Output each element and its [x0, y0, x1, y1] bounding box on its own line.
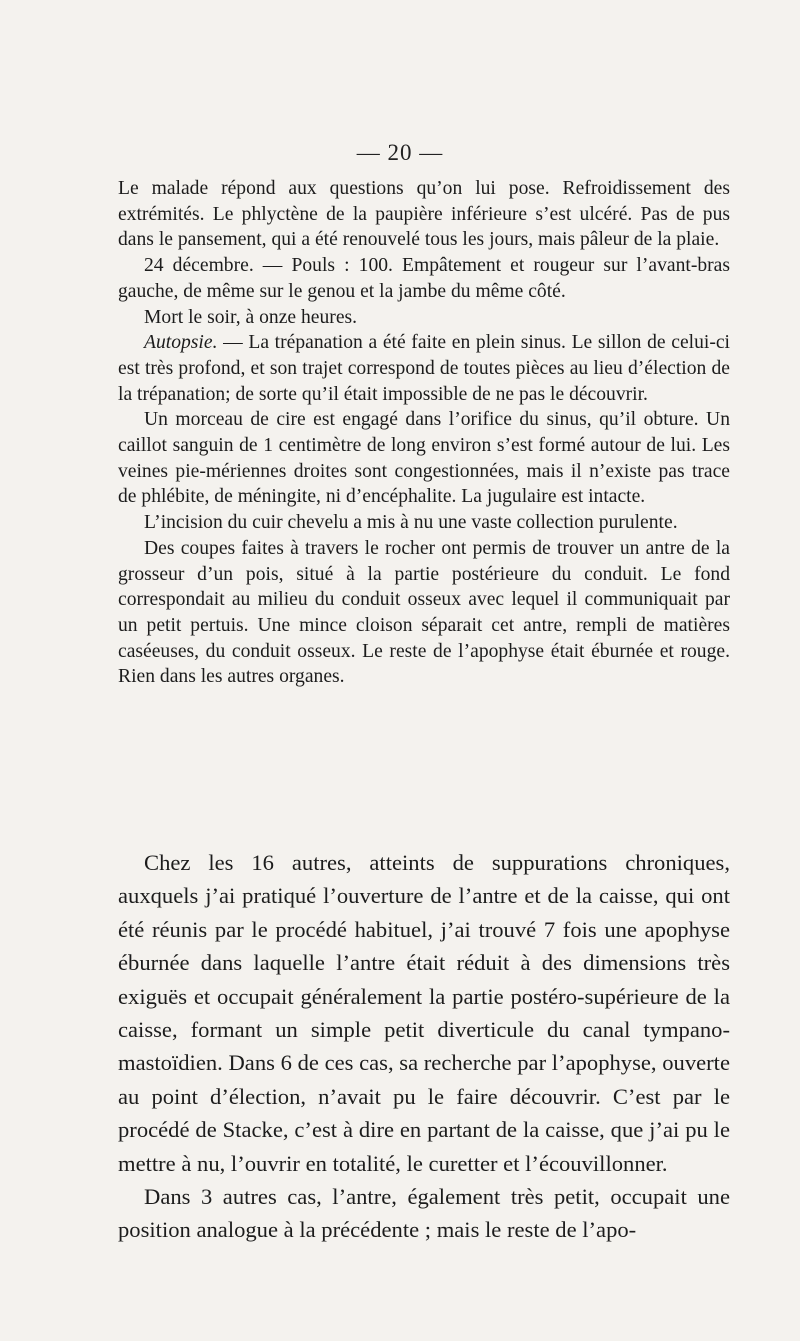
paragraph-autopsy — [118, 330, 730, 407]
paragraph-three-cases: Dans 3 autres cas, l’antre, également très petit, occupait une position analogue à la précédente ; mais le reste de l’apo- — [118, 1184, 730, 1243]
page-number: — 20 — — [356, 140, 444, 165]
autopsy-label: Autopsie. — [144, 332, 218, 354]
paragraph-rock-sections: Des coupes faites à travers le rocher ont permis de trouver un antre de la grosseur d’un pois, situé à la partie postérieure du conduit. Le fond correspondait au milieu du conduit osseux avec lequel il communiquait par un petit pertuis. Une mince cloison séparait cet antre, rempli de matières caséeuses, du conduit osseux. Le reste de l’apophyse était éburnée et rouge. Rien dans les autres organes. — [118, 537, 730, 688]
paragraph-death: Mort le soir, à onze heures. — [144, 306, 358, 328]
autopsy-text: — La trépanation a été faite en plein sinus. Le sillon de celui-ci est très profond, et son trajet correspond de toutes pièces au lieu d’élection de la trépanation; de sorte qu’il était impossible de ne pas le découvrir. — [118, 332, 730, 405]
paragraph-wax-clot: Un morceau de cire est engagé dans l’orifice du sinus, qu’il obture. Un caillot sanguin de 1 centimètre de long environ s’est formé autour de lui. Les veines pie-mériennes droites sont congestionnées, mais il n’existe pas trace de phlébite, de méningite, ni d’encéphalite. La jugulaire est intacte. — [118, 409, 730, 508]
case-report-section — [118, 176, 730, 690]
main-discussion-section — [118, 846, 730, 1247]
paragraph-sixteen-cases: Chez les 16 autres, atteints de suppurations chroniques, auxquels j’ai pratiqué l’ouverture de l’antre et de la caisse, qui ont été réunis par le procédé habituel, j’ai trouvé 7 fois une apophyse éburnée dans laquelle l’antre était réduit à des dimensions très exiguës et occupait généralement la partie postéro-supérieure de la caisse, formant un simple petit diverticule du canal tympano-mastoïdien. Dans 6 de ces cas, sa recherche par l’apophyse, ouverte au point d’élection, n’avait pu le faire découvrir. C’est par le procédé de Stacke, c’est à dire en partant de la caisse, que j’ai pu le mettre à nu, l’ouvrir en totalité, le curetter et l’écouvillonner. — [118, 850, 730, 1176]
paragraph-condition: Le malade répond aux questions qu’on lui pose. Refroidissement des extrémités. Le phlyctène de la paupière inférieure s’est ulcéré. Pas de pus dans le pansement, qui a été renouvelé tous les jours, mais pâleur de la plaie. — [118, 178, 730, 251]
paragraph-december-24: 24 décembre. — Pouls : 100. Empâtement et rougeur sur l’avant-bras gauche, de même sur le genou et la jambe du même côté. — [118, 255, 730, 302]
paragraph-incision: L’incision du cuir chevelu a mis à nu une vaste collection purulente. — [144, 512, 678, 534]
